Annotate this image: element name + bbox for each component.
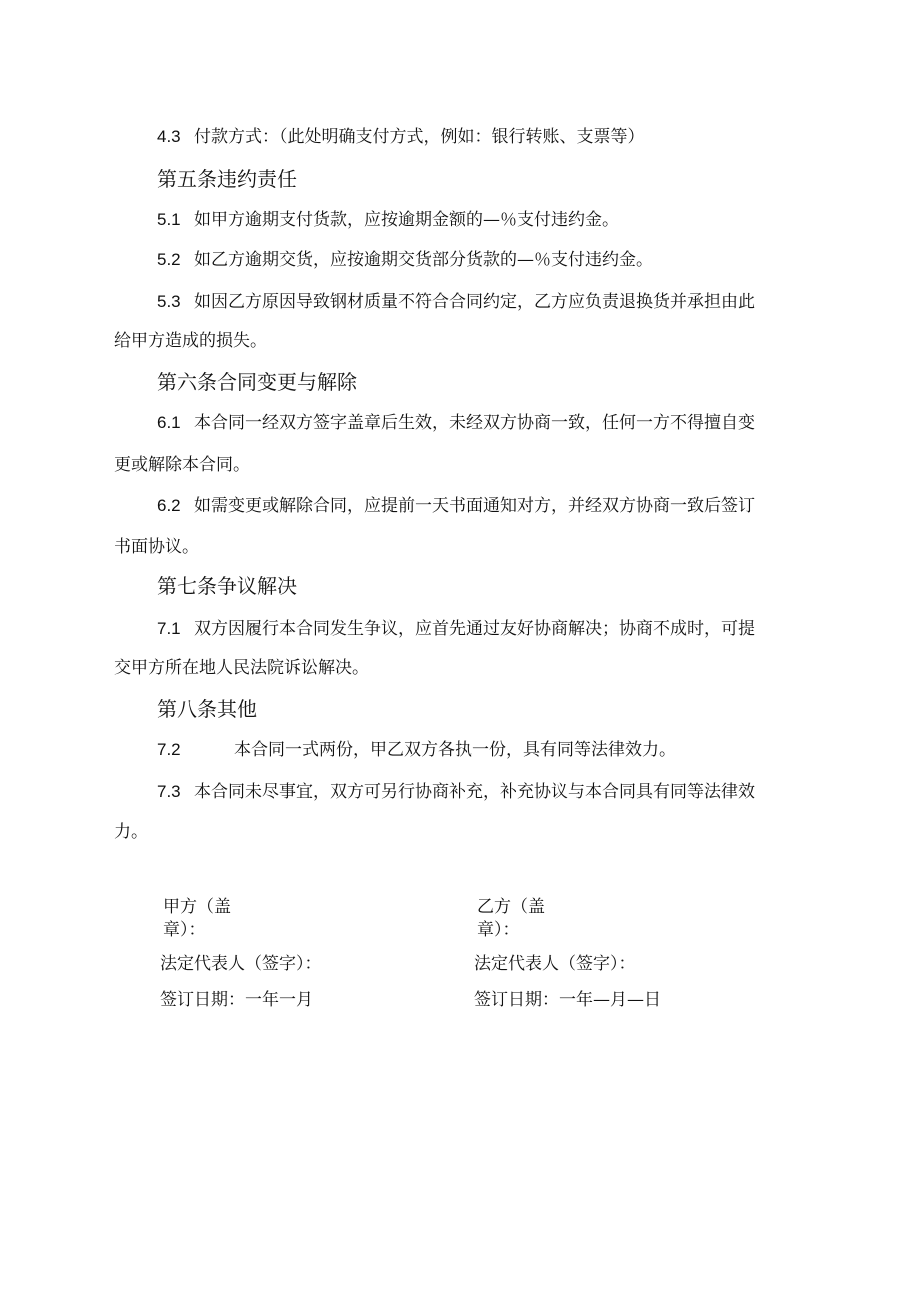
party-b-date-label: 签订日期：一年—月—日 — [474, 990, 661, 1010]
clause-7-1-line1 — [157, 617, 755, 641]
clause-number: 6.2 — [157, 496, 181, 515]
section-heading-6: 第六条合同变更与解除 — [157, 370, 357, 394]
clause-number: 7.3 — [157, 782, 181, 801]
clause-text: 如乙方逾期交货，应按逾期交货部分货款的—％支付违约金。 — [194, 250, 654, 270]
clause-7-3-line2: 力。 — [114, 822, 148, 842]
clause-6-1-line1 — [157, 411, 755, 435]
clause-7-2 — [157, 738, 676, 762]
clause-number: 6.1 — [157, 413, 181, 432]
clause-5-3-line1 — [157, 290, 755, 314]
clause-6-1-line2: 更或解除本合同。 — [114, 455, 250, 475]
clause-5-3-line2: 给甲方造成的损失。 — [114, 331, 267, 351]
party-b-representative-label: 法定代表人（签字）： — [474, 954, 636, 974]
clause-text: 如甲方逾期支付货款，应按逾期金额的—％支付违约金。 — [194, 210, 620, 230]
clause-6-2-line2: 书面协议。 — [114, 537, 199, 557]
party-a-date-label: 签订日期：一年一月 — [160, 990, 313, 1010]
clause-number: 5.2 — [157, 250, 181, 269]
clause-text: 如需变更或解除合同，应提前一天书面通知对方，并经双方协商一致后签订 — [194, 496, 756, 516]
clause-text: 本合同未尽事宜，双方可另行协商补充，补充协议与本合同具有同等法律效 — [194, 782, 756, 802]
section-heading-8: 第八条其他 — [157, 697, 257, 721]
section-heading-5: 第五条违约责任 — [157, 167, 297, 191]
clause-7-3-line1 — [157, 780, 755, 804]
party-b-seal-label-line1: 乙方（盖 — [477, 897, 545, 917]
section-heading-7: 第七条争议解决 — [157, 574, 297, 598]
clause-6-2-line1 — [157, 494, 755, 518]
clause-text: 付款方式：（此处明确支付方式，例如：银行转账、支票等） — [194, 127, 645, 147]
clause-5-2 — [157, 248, 653, 272]
clause-text: 双方因履行本合同发生争议，应首先通过友好协商解决；协商不成时，可提 — [194, 619, 756, 639]
party-b-seal-label-line2: 章）： — [477, 920, 520, 940]
clause-4-3 — [157, 125, 645, 149]
party-a-representative-label: 法定代表人（签字）： — [160, 954, 322, 974]
clause-number: 5.1 — [157, 210, 181, 229]
clause-text: 本合同一经双方签字盖章后生效，未经双方协商一致，任何一方不得擅自变 — [194, 413, 756, 433]
clause-7-1-line2: 交甲方所在地人民法院诉讼解决。 — [114, 658, 369, 678]
clause-text: 如因乙方原因导致钢材质量不符合合同约定，乙方应负责退换货并承担由此 — [194, 292, 756, 312]
clause-number: 7.2 — [157, 740, 181, 759]
clause-number: 4.3 — [157, 127, 181, 146]
party-a-seal-label-line1: 甲方（盖 — [163, 897, 231, 917]
clause-number: 5.3 — [157, 292, 181, 311]
clause-number: 7.1 — [157, 619, 181, 638]
party-a-seal-label-line2: 章）： — [163, 920, 206, 940]
clause-text: 本合同一式两份，甲乙双方各执一份，具有同等法律效力。 — [234, 740, 677, 760]
clause-5-1 — [157, 208, 619, 232]
